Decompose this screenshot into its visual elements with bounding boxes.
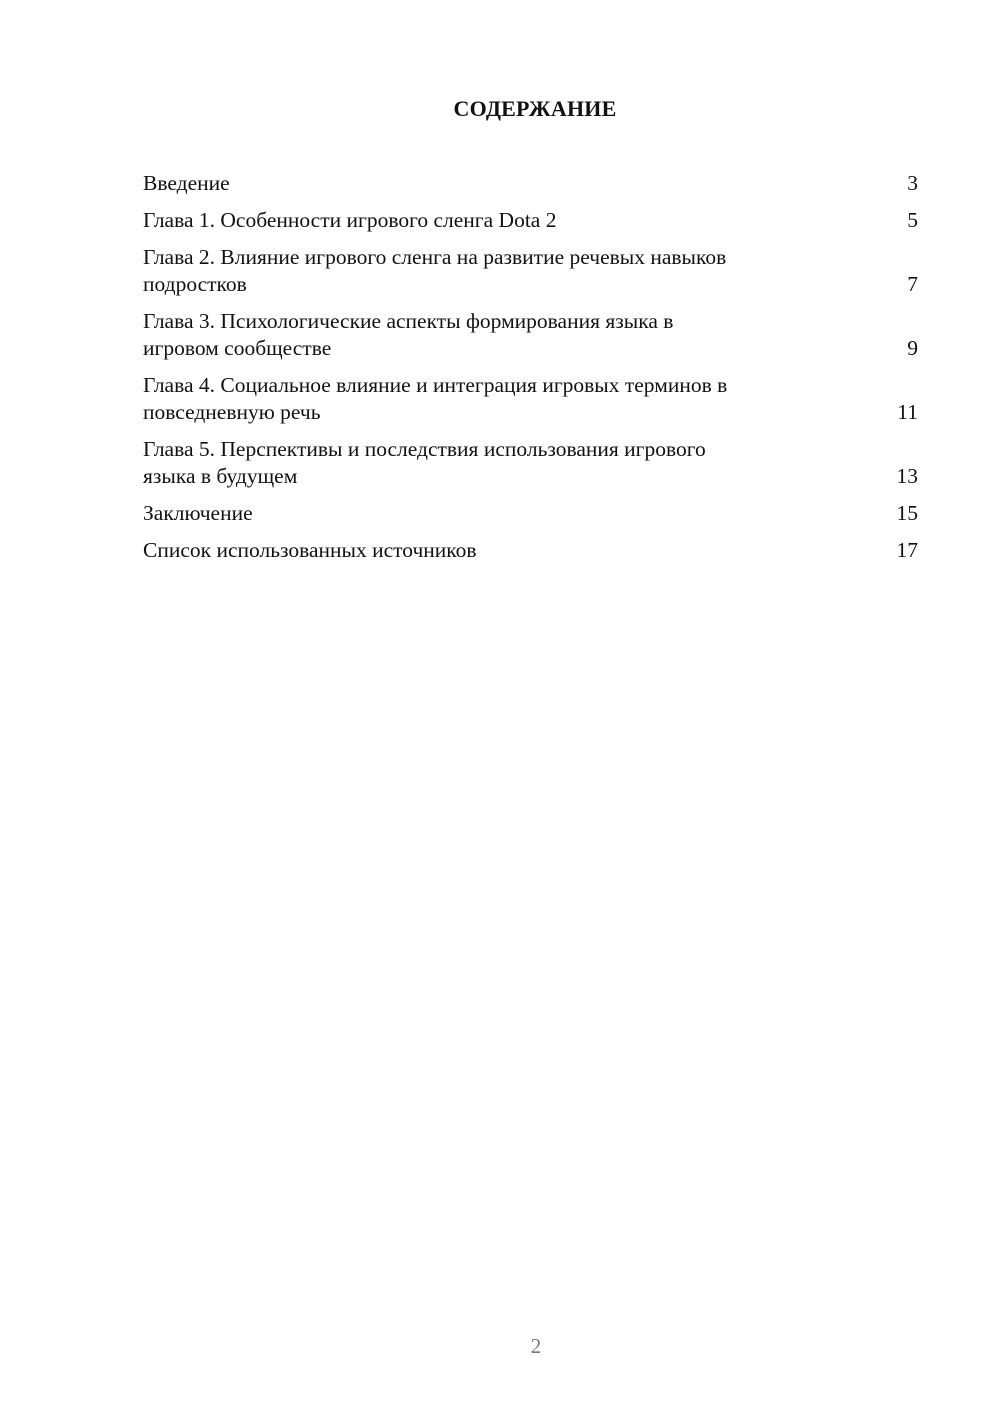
toc-item-label: Глава 4. Социальное влияние и интеграция игровых терминов в повседневную речь (143, 373, 728, 424)
toc-item-page: 5 (907, 208, 918, 232)
toc-item-label: Глава 1. Особенности игрового сленга Dota 2 (143, 208, 557, 232)
toc-item-chapter-3 (143, 308, 918, 362)
toc-item-page: 15 (896, 501, 918, 525)
toc-item-conclusion (143, 500, 918, 527)
toc-item-introduction (143, 170, 918, 197)
toc-item-label: Введение (143, 171, 230, 195)
table-of-contents (143, 170, 918, 574)
toc-item-page: 11 (897, 400, 918, 424)
page-number: 2 (530, 1334, 542, 1358)
toc-item-page: 17 (896, 538, 918, 562)
toc-item-chapter-1 (143, 207, 918, 234)
toc-item-label: Глава 2. Влияние игрового сленга на развитие речевых навыков подростков (143, 245, 727, 296)
toc-item-page: 7 (907, 272, 918, 296)
toc-item-chapter-5 (143, 436, 918, 490)
toc-item-references (143, 537, 918, 564)
page-title: СОДЕРЖАНИЕ (453, 96, 617, 121)
toc-item-page: 9 (907, 336, 918, 360)
toc-item-chapter-2 (143, 244, 918, 298)
toc-item-label: Глава 3. Психологические аспекты формирования языка в игровом сообществе (143, 309, 674, 360)
toc-item-page: 3 (907, 171, 918, 195)
toc-item-label: Заключение (143, 501, 253, 525)
toc-item-page: 13 (896, 464, 918, 488)
toc-item-chapter-4 (143, 372, 918, 426)
toc-item-label: Список использованных источников (143, 538, 477, 562)
toc-item-label: Глава 5. Перспективы и последствия использования игрового языка в будущем (143, 437, 706, 488)
